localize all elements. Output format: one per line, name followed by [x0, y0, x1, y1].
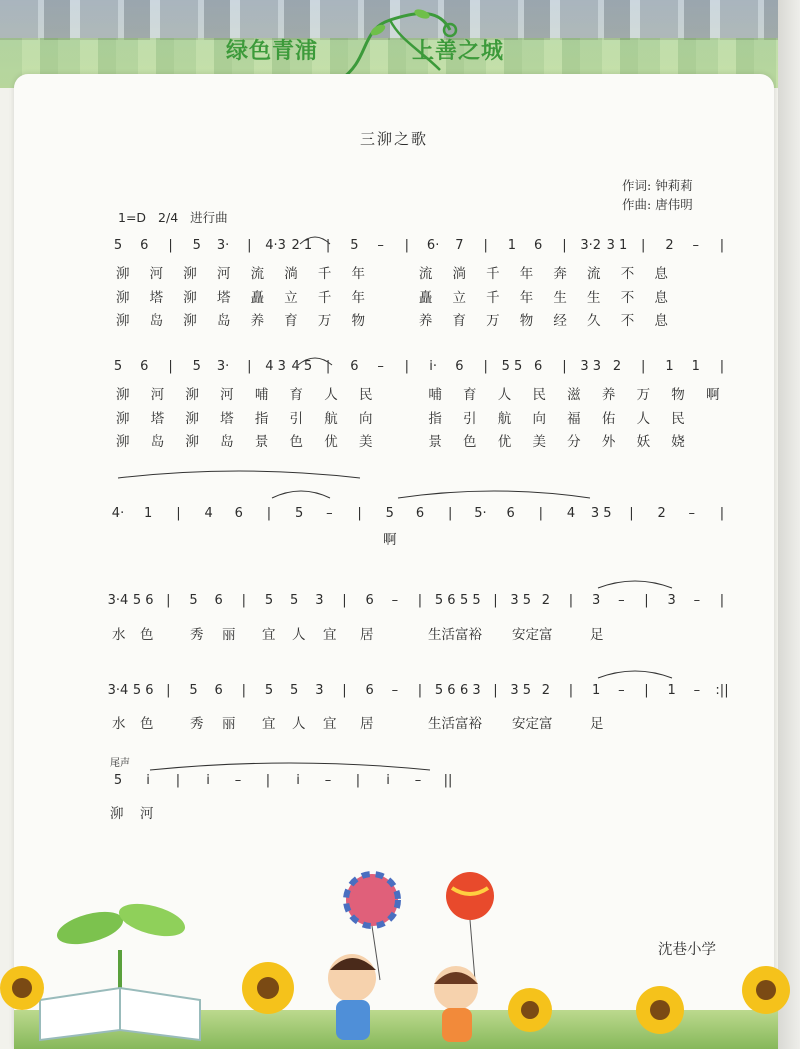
note: 6	[455, 359, 464, 374]
barline: |	[175, 773, 181, 788]
lyric-syllable: 宜	[323, 627, 337, 643]
barline: |	[568, 683, 574, 698]
note: 5	[189, 683, 198, 698]
lyric-syllable: 经	[553, 313, 567, 329]
barline: |	[629, 506, 634, 521]
lyric-syllable: 塔	[150, 411, 165, 427]
lyric-syllable: 佑	[601, 411, 616, 427]
note: 3 1	[606, 238, 628, 253]
lyric-syllable: 泖	[116, 266, 130, 282]
lyric-syllable: 足	[590, 716, 604, 732]
lyric-syllable: 养	[601, 387, 616, 403]
note: 2	[541, 683, 550, 698]
note: 4·3	[265, 238, 286, 253]
lyric-syllable: 流	[587, 266, 601, 282]
note: 6	[506, 506, 515, 521]
note: 6	[365, 683, 374, 698]
lyric-syllable: 河	[140, 806, 154, 822]
lyric-syllable: 外	[601, 434, 616, 450]
school-name: 沈巷小学	[658, 942, 716, 958]
note: 4	[566, 506, 576, 521]
lyric-syllable: 人	[292, 627, 306, 643]
note: 5 6	[434, 683, 456, 698]
lyric-syllable: 航	[497, 411, 512, 427]
note: 1	[507, 238, 517, 253]
lyric-syllable: 生	[553, 290, 567, 306]
banner-slogan	[226, 14, 566, 70]
composer-line	[622, 195, 693, 214]
note: 2	[612, 359, 622, 374]
lyric-syllable: 河	[216, 266, 231, 282]
lyric-syllable: 泖	[183, 266, 197, 282]
lyric-syllable: 妖	[636, 434, 651, 450]
lyric-syllable: 啊	[383, 532, 397, 548]
lyric-syllable: 优	[497, 434, 512, 450]
lyric-syllable: 岛	[149, 313, 164, 329]
barline: |	[493, 593, 498, 608]
lyric-syllable: 民	[358, 387, 373, 403]
lyric-syllable: 千	[486, 266, 500, 282]
note: 3·4	[107, 593, 129, 608]
barline: |	[562, 359, 567, 374]
barline: |	[641, 238, 646, 253]
lyric-syllable: 岛	[150, 434, 165, 450]
note: 6	[350, 359, 359, 374]
note: –	[618, 683, 625, 698]
lyric-syllable: 引	[463, 411, 477, 427]
lyric-syllable: 哺	[428, 387, 442, 403]
lyric-syllable: 水	[112, 627, 126, 643]
lyric-syllable: 育	[463, 387, 477, 403]
barline: |	[719, 359, 725, 374]
lyric-syllable: 分	[567, 434, 581, 450]
note: i	[206, 773, 210, 788]
note: 5 6	[434, 593, 456, 608]
barline: |	[719, 238, 725, 253]
lyric-syllable: 民	[671, 411, 685, 427]
lyricist-line	[622, 176, 693, 195]
lyric-syllable: 福	[567, 411, 581, 427]
lyric-syllable: 息	[654, 266, 668, 282]
barline: |	[404, 359, 410, 374]
lyric-syllable: 泖	[116, 290, 130, 306]
barline: |	[538, 506, 543, 521]
barline: |	[483, 238, 488, 253]
note: i	[296, 773, 300, 788]
note: –	[414, 773, 422, 788]
note: 3·	[216, 359, 230, 374]
girl-figure-icon	[434, 966, 478, 1042]
barline: |	[325, 359, 331, 374]
lyric-syllable: 育	[284, 313, 298, 329]
lyric-syllable: 居	[360, 627, 374, 643]
barline: |	[719, 506, 725, 521]
lyric-syllable: 物	[671, 387, 685, 403]
note: 1	[592, 683, 601, 698]
time-signature: 2/4	[158, 210, 179, 225]
footer-decoration	[0, 860, 800, 1049]
barline: :||	[715, 683, 729, 698]
lyric-syllable: 千	[317, 266, 332, 282]
note: 5	[385, 506, 394, 521]
note: –	[391, 683, 399, 698]
note: 6	[140, 359, 149, 374]
barline: |	[719, 593, 725, 608]
note: 6	[214, 593, 223, 608]
lyric-syllable: 流	[250, 266, 265, 282]
lyricist-name: 钟莉莉	[655, 178, 693, 193]
barline: |	[641, 359, 646, 374]
note: 5 6	[132, 683, 154, 698]
note: 5	[192, 238, 201, 253]
lyric-syllable: 人	[292, 716, 306, 732]
lyric-syllable: 息	[654, 290, 668, 306]
barline: |	[265, 773, 271, 788]
lyric-syllable: 宜	[323, 716, 337, 732]
lyricist-label: 作词:	[622, 178, 652, 193]
note: 3·4	[107, 683, 129, 698]
note: –	[692, 238, 699, 253]
note: –	[324, 773, 332, 788]
barline: |	[241, 683, 247, 698]
lyric-syllable: 啊	[706, 387, 720, 403]
note: i	[146, 773, 150, 788]
lyric-syllable: 河	[220, 387, 234, 403]
banner-slogan-right: 上善之城	[412, 39, 505, 64]
lyric-syllable: 色	[289, 434, 304, 450]
barline: |	[417, 593, 423, 608]
note: 2	[657, 506, 666, 521]
barline: |	[644, 683, 649, 698]
note: 6	[534, 238, 543, 253]
lyric-syllable: 色	[140, 716, 154, 732]
lyric-syllable: 引	[289, 411, 304, 427]
composer-name: 唐伟明	[655, 197, 693, 212]
lyric-syllable: 居	[360, 716, 374, 732]
barline: |	[166, 683, 171, 698]
note: 4·	[111, 506, 125, 521]
note: –	[326, 506, 333, 521]
note: 3 5	[510, 683, 531, 698]
lyric-syllable: 泖	[116, 411, 130, 427]
lyric-syllable: 物	[351, 313, 366, 329]
lyric-syllable: 航	[324, 411, 338, 427]
coda-label: 尾声	[110, 758, 130, 769]
note: 1	[665, 359, 674, 374]
lyric-syllable: 丽	[222, 716, 236, 732]
lyric-syllable: 养	[418, 313, 433, 329]
barline: |	[417, 683, 423, 698]
lyric-syllable: 河	[149, 266, 164, 282]
lyric-syllable: 矗	[418, 290, 433, 306]
note: 3	[315, 683, 324, 698]
lyric-syllable: 丽	[222, 627, 236, 643]
lyric-syllable: 泖	[116, 313, 130, 329]
note: 5	[189, 593, 198, 608]
note: 3 5	[590, 506, 612, 521]
lyric-syllable: 生活富裕	[428, 716, 482, 732]
note: –	[618, 593, 625, 608]
song-credits	[622, 176, 693, 214]
note: 6	[214, 683, 223, 698]
note: 3 3	[580, 359, 602, 374]
lyric-syllable: 向	[358, 411, 373, 427]
note: 1	[691, 359, 700, 374]
barline: |	[562, 238, 567, 253]
lyric-syllable: 塔	[216, 290, 231, 306]
barline: |	[355, 773, 361, 788]
lyric-syllable: 育	[289, 387, 304, 403]
barline: |	[247, 359, 252, 374]
lyric-syllable: 年	[519, 266, 534, 282]
lyric-syllable: 立	[452, 290, 466, 306]
note: –	[377, 238, 384, 253]
lyric-syllable: 泖	[185, 411, 199, 427]
lyric-syllable: 指	[254, 411, 269, 427]
lyric-syllable: 不	[620, 266, 635, 282]
lyric-syllable: 泖	[116, 387, 130, 403]
note: –	[234, 773, 242, 788]
barline: |	[266, 506, 272, 521]
note: 6	[365, 593, 374, 608]
lyric-syllable: 不	[620, 290, 635, 306]
note: 5·	[474, 506, 487, 521]
note: i·	[429, 359, 437, 374]
barline: |	[357, 506, 362, 521]
note: 5	[113, 773, 123, 788]
note: 7	[455, 238, 464, 253]
lyric-syllable: 养	[250, 313, 265, 329]
lyric-syllable: 景	[254, 434, 269, 450]
lyric-syllable: 哺	[254, 387, 269, 403]
note: 5	[113, 238, 123, 253]
note: 5	[113, 359, 123, 374]
lyric-syllable: 万	[486, 313, 500, 329]
note: 6	[415, 506, 425, 521]
note: 3·2	[580, 238, 602, 253]
lyric-syllable: 人	[497, 387, 512, 403]
note: 3	[592, 593, 601, 608]
lyric-syllable: 年	[351, 266, 366, 282]
open-book-icon	[40, 988, 200, 1040]
song-title: 三泖之歌	[360, 130, 429, 148]
key-signature	[118, 208, 236, 226]
lyric-syllable: 滋	[567, 387, 581, 403]
note: –	[693, 593, 701, 608]
note: 2	[665, 238, 674, 253]
lyric-syllable: 塔	[220, 411, 234, 427]
note: 5	[290, 593, 299, 608]
barline: |	[325, 238, 331, 253]
lyric-syllable: 千	[486, 290, 500, 306]
banner-slogan-left: 绿色青浦	[226, 39, 319, 64]
note: 3	[315, 593, 324, 608]
note: 5	[264, 593, 274, 608]
composer-label: 作曲:	[622, 197, 652, 212]
lyric-syllable: 泖	[116, 434, 130, 450]
lyric-syllable: 泖	[183, 313, 197, 329]
tempo-marking: 进行曲	[190, 210, 228, 225]
lyric-syllable: 泖	[185, 387, 199, 403]
note: 2 1	[291, 238, 313, 253]
note: 6	[234, 506, 243, 521]
lyric-syllable: 不	[620, 313, 635, 329]
note: 5	[264, 683, 274, 698]
note: 6	[140, 238, 149, 253]
note: 5	[295, 506, 304, 521]
note: 4	[204, 506, 213, 521]
barline: |	[342, 593, 347, 608]
lyric-syllable: 向	[532, 411, 546, 427]
lyric-syllable: 淌	[284, 266, 298, 282]
note: i	[386, 773, 390, 788]
lyric-syllable: 泖	[185, 434, 199, 450]
note: 2	[541, 593, 550, 608]
lyric-syllable: 千	[317, 290, 332, 306]
note: 3 5	[510, 593, 531, 608]
lyric-syllable: 塔	[149, 290, 164, 306]
lyric-syllable: 人	[324, 387, 338, 403]
lyric-syllable: 立	[284, 290, 298, 306]
lyric-syllable: 泖	[183, 290, 197, 306]
lyric-syllable: 秀	[190, 716, 204, 732]
lyric-syllable: 秀	[190, 627, 204, 643]
barline: |	[342, 683, 347, 698]
lyric-syllable: 物	[519, 313, 534, 329]
lyric-syllable: 淌	[452, 266, 466, 282]
note: 5	[350, 238, 359, 253]
note: –	[693, 683, 701, 698]
lyric-syllable: 久	[587, 313, 601, 329]
note: 5	[290, 683, 299, 698]
lyric-syllable: 优	[324, 434, 338, 450]
note: –	[688, 506, 696, 521]
lyric-syllable: 生活富裕	[428, 627, 482, 643]
note: 6 3	[459, 683, 481, 698]
note: –	[377, 359, 384, 374]
note: 5 5	[501, 359, 523, 374]
lyric-syllable: 民	[532, 387, 546, 403]
barline: |	[483, 359, 488, 374]
lyric-syllable: 娆	[671, 434, 685, 450]
barline: |	[404, 238, 410, 253]
boy-figure-icon	[328, 954, 376, 1040]
barline: |	[644, 593, 649, 608]
lyric-syllable: 水	[112, 716, 126, 732]
lyric-syllable: 岛	[220, 434, 234, 450]
lyric-syllable: 景	[428, 434, 442, 450]
note: 4 3	[265, 359, 286, 374]
lyric-syllable: 河	[150, 387, 165, 403]
note: –	[391, 593, 399, 608]
barline: |	[168, 359, 173, 374]
barline: |	[176, 506, 181, 521]
note: 6·	[426, 238, 440, 253]
note: 5	[192, 359, 201, 374]
barline: |	[241, 593, 247, 608]
lyric-syllable: 人	[636, 411, 651, 427]
lyric-syllable: 万	[636, 387, 651, 403]
lyric-syllable: 息	[654, 313, 668, 329]
lyric-syllable: 育	[452, 313, 466, 329]
note: 1	[144, 506, 153, 521]
lyric-syllable: 足	[590, 627, 604, 643]
note: 6	[534, 359, 543, 374]
lyric-syllable: 安定富	[512, 627, 553, 643]
barline: |	[493, 683, 498, 698]
note: 3·	[216, 238, 230, 253]
balloon-right-icon	[446, 872, 494, 980]
lyric-syllable: 万	[317, 313, 332, 329]
barline: |	[247, 238, 252, 253]
lyric-syllable: 年	[351, 290, 366, 306]
lyric-syllable: 美	[358, 434, 373, 450]
lyric-syllable: 奔	[553, 266, 567, 282]
barline: |	[447, 506, 453, 521]
barline: ||	[443, 773, 453, 788]
barline: |	[568, 593, 574, 608]
lyric-syllable: 色	[140, 627, 154, 643]
note: 4 5	[291, 359, 313, 374]
lyric-syllable: 色	[463, 434, 477, 450]
lyric-syllable: 宜	[262, 716, 276, 732]
lyric-syllable: 安定富	[512, 716, 553, 732]
lyric-syllable: 矗	[250, 290, 265, 306]
lyric-syllable: 宜	[262, 627, 276, 643]
key-value: 1=D	[118, 210, 147, 225]
note: 3	[667, 593, 676, 608]
lyric-syllable: 流	[418, 266, 433, 282]
lyric-syllable: 美	[532, 434, 546, 450]
lyric-syllable: 年	[519, 290, 534, 306]
lyric-syllable: 生	[587, 290, 601, 306]
note: 5 6	[132, 593, 154, 608]
lyric-syllable: 岛	[216, 313, 231, 329]
barline: |	[168, 238, 173, 253]
note: 5 5	[459, 593, 481, 608]
barline: |	[166, 593, 171, 608]
lyric-syllable: 指	[428, 411, 442, 427]
lyric-syllable: 泖	[110, 806, 124, 822]
note: 1	[667, 683, 676, 698]
